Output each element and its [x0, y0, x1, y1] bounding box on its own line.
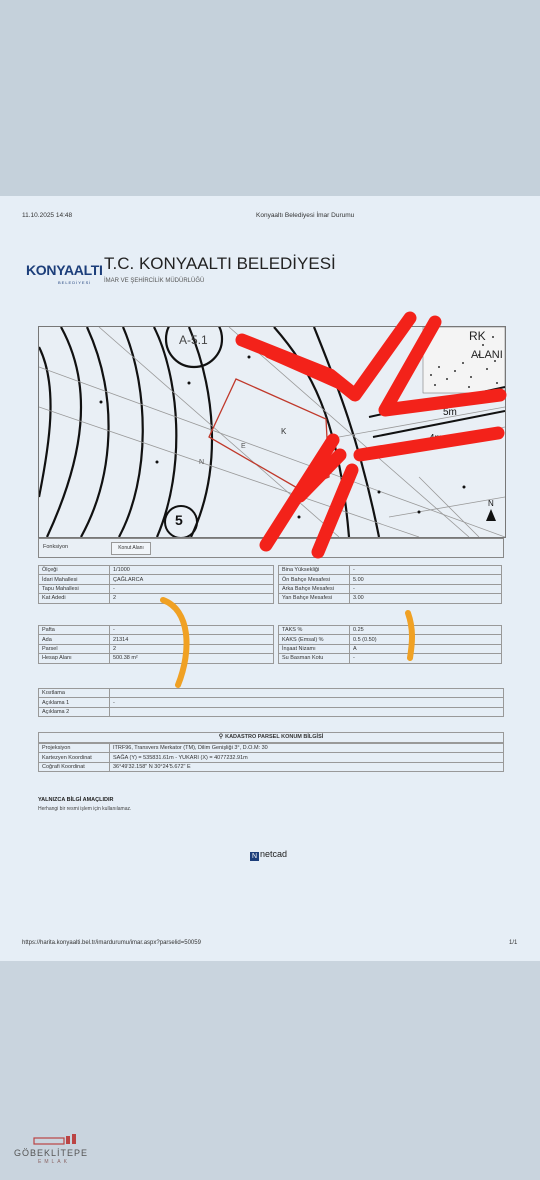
north-arrow-icon: N: [488, 499, 494, 508]
cell-label: Açıklama 2: [39, 707, 110, 716]
cell-value: 21314: [110, 635, 274, 644]
cell-value: -: [110, 584, 274, 593]
netcad-logo-icon: N: [251, 853, 258, 860]
cadastre-section-title: [38, 732, 504, 743]
parcel-table-left: [38, 625, 274, 664]
map-park-label-2: ALANI: [471, 349, 503, 361]
logo-text: KONYAALTI: [26, 262, 103, 278]
table-row: [39, 566, 274, 575]
map-street-letter-2: E: [241, 443, 246, 450]
table-row: [279, 626, 502, 635]
cell-label: Kartezyen Koordinat: [39, 753, 110, 762]
background-top: [0, 0, 540, 196]
table-row: [39, 626, 274, 635]
table-row: [39, 594, 274, 603]
cell-value: [110, 707, 504, 716]
parcel-outline: [209, 379, 329, 489]
cell-value: 500.38 m²: [110, 654, 274, 663]
netcad-brand: [250, 849, 287, 861]
cell-value: -: [110, 626, 274, 635]
footer-url[interactable]: https://harita.konyaalti.bel.tr/imardurumu/imar.aspx?parselid=50059: [22, 940, 201, 946]
table-row: [279, 575, 502, 584]
zoning-map[interactable]: [38, 326, 506, 538]
table-row: [39, 635, 274, 644]
parcel-table-right: [278, 625, 502, 664]
institution-title: T.C. KONYAALTI BELEDİYESİ: [104, 254, 336, 273]
print-datetime: 11.10.2025 14:48: [22, 212, 73, 219]
map-zone-label: A-5.1: [179, 333, 208, 347]
function-value-button[interactable]: Konut Alanı: [111, 542, 151, 555]
cell-label: Kısıtlama: [39, 689, 110, 698]
watermark-logo: [14, 1134, 94, 1166]
map-drawing: [39, 327, 505, 537]
table-row: [39, 753, 504, 762]
cell-label: Açıklama 1: [39, 698, 110, 707]
zoning-table-right: [278, 565, 502, 604]
table-row: [39, 689, 504, 698]
map-road-width-1: 5m: [443, 407, 457, 418]
map-parcel-mark: K: [281, 427, 287, 436]
notice-title: YALNIZCA BİLGİ AMAÇLIDIR: [38, 797, 114, 803]
cell-label: TAKS %: [279, 626, 350, 635]
cell-value: -: [350, 584, 502, 593]
map-road-width-2: 4m: [429, 433, 443, 444]
north-arrow-shape: [486, 509, 496, 521]
netcad-text: netcad: [260, 849, 288, 859]
logo-subtext: BELEDİYESİ: [58, 280, 92, 285]
print-page-title: Konyaaltı Belediyesi İmar Durumu: [256, 212, 355, 219]
cell-label: Tapu Mahallesi: [39, 584, 110, 593]
table-row: [279, 635, 502, 644]
watermark-name: GÖBEKLİTEPE: [14, 1148, 89, 1158]
cell-label: KAKS (Emsal) %: [279, 635, 350, 644]
cell-value: A: [350, 644, 502, 653]
table-row: [39, 744, 504, 753]
cell-value: -: [110, 698, 504, 707]
table-row: [279, 566, 502, 575]
cell-label: Yan Bahçe Mesafesi: [279, 594, 350, 603]
table-row: [279, 644, 502, 653]
cell-value: 2: [110, 644, 274, 653]
cell-value: ITRF96, Transvers Merkator (TM), Dilim Genişliği 3°, D.O.M: 30: [110, 744, 504, 753]
cell-value: 1/1000: [110, 566, 274, 575]
building-icon: [32, 1134, 82, 1148]
cadastre-title-text: KADASTRO PARSEL KONUM BİLGİSİ: [225, 734, 324, 740]
map-circle-number: 5: [175, 512, 183, 528]
footer-page-number: 1/1: [509, 940, 518, 946]
cell-label: Arka Bahçe Mesafesi: [279, 584, 350, 593]
table-row: [39, 654, 274, 663]
table-row: [39, 575, 274, 584]
municipality-logo: [26, 262, 103, 285]
table-row: [39, 584, 274, 593]
notice-text: Herhangi bir resmi işlem için kullanılamaz.: [38, 806, 132, 812]
location-pin-icon: ⚲: [218, 734, 224, 740]
table-row: [279, 584, 502, 593]
cell-value: 0.25: [350, 626, 502, 635]
cell-value: SAĞA (Y) = 535831.61m - YUKARI (X) = 4077232.91m: [110, 753, 504, 762]
cell-label: Parsel: [39, 644, 110, 653]
cell-value: -: [350, 654, 502, 663]
zoning-table-left: [38, 565, 274, 604]
cell-value: 5.00: [350, 575, 502, 584]
cell-label: Projeksiyon: [39, 744, 110, 753]
table-row: [39, 762, 504, 771]
map-street-letter-1: N: [199, 459, 205, 466]
cell-value: 3.00: [350, 594, 502, 603]
cell-label: Bina Yüksekliği: [279, 566, 350, 575]
map-park-label-1: RK: [469, 329, 486, 343]
institution-subtitle: İMAR VE ŞEHİRCİLİK MÜDÜRLÜĞÜ: [104, 278, 205, 284]
cell-label: Ada: [39, 635, 110, 644]
table-row: [39, 698, 504, 707]
cell-label: Su Basman Kotu: [279, 654, 350, 663]
table-row: [279, 654, 502, 663]
cell-label: Pafta: [39, 626, 110, 635]
cell-label: Hesap Alanı: [39, 654, 110, 663]
cell-label: Coğrafi Koordinat: [39, 762, 110, 771]
cell-label: Ölçeği: [39, 566, 110, 575]
cell-value: 2: [110, 594, 274, 603]
watermark-sub: EMLAK: [38, 1159, 70, 1165]
cell-label: İnşaat Nizamı: [279, 644, 350, 653]
cell-label: Ön Bahçe Mesafesi: [279, 575, 350, 584]
cell-value: [110, 689, 504, 698]
cell-value: -: [350, 566, 502, 575]
table-row: [279, 594, 502, 603]
cell-label: Kat Adedi: [39, 594, 110, 603]
cell-label: İdari Mahallesi: [39, 575, 110, 584]
cell-value: ÇAĞLARCA: [110, 575, 274, 584]
function-label: Fonksiyon: [43, 544, 69, 550]
notes-table: [38, 688, 504, 717]
table-row: [39, 644, 274, 653]
table-row: [39, 707, 504, 716]
cell-value: 36°49'32.158" N 30°24'5.672" E: [110, 762, 504, 771]
cadastre-table: [38, 743, 504, 772]
function-row: [38, 538, 504, 558]
cell-value: 0.5 (0.50): [350, 635, 502, 644]
